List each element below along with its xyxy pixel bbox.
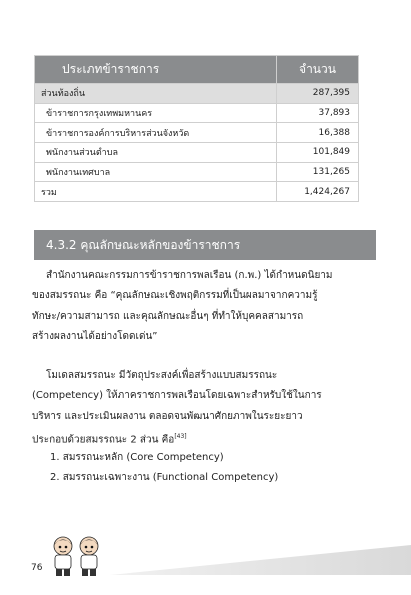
table-row <box>35 84 359 104</box>
table-total-row <box>35 182 359 202</box>
row-value: 131,265 <box>277 162 359 182</box>
row-value: 101,849 <box>277 143 359 163</box>
paragraph-line: ของสมรรถนะ คือ “คุณลักษณะเชิงพฤติกรรมที่เป็นผลมาจากความรู้ <box>32 290 318 302</box>
total-label: รวม <box>35 182 277 202</box>
citation-reference: [43] <box>174 432 187 440</box>
section-title: 4.3.2 คุณลักษณะหลักของข้าราชการ <box>46 238 241 252</box>
row-name: พนักงานส่วนตำบล <box>35 143 277 163</box>
header-count: จำนวน <box>277 56 359 84</box>
row-value: 287,395 <box>277 84 359 104</box>
paragraph-line: สร้างผลงานได้อย่างโดดเด่น” <box>32 330 158 342</box>
header-type: ประเภทข้าราชการ <box>35 56 277 84</box>
paragraph-line: (Competency) ให้ภาคราชการพลเรือนโดยเฉพาะสำหรับใช้ในการ <box>32 390 322 402</box>
table-row <box>35 103 359 123</box>
mascot-icon <box>49 536 105 578</box>
table-header-row <box>35 56 359 84</box>
paragraph-definition <box>32 266 392 347</box>
total-value: 1,424,267 <box>277 182 359 202</box>
row-value: 37,893 <box>277 103 359 123</box>
table-row <box>35 123 359 143</box>
row-value: 16,388 <box>277 123 359 143</box>
paragraph-line: โมเดลสมรรถนะ มีวัตถุประสงค์เพื่อสร้างแบบสมรรถนะ <box>46 370 278 381</box>
row-name: ส่วนท้องถิ่น <box>35 84 277 104</box>
competency-list <box>50 448 278 489</box>
civil-servant-table-container <box>34 55 359 202</box>
table-row <box>35 143 359 163</box>
mascot-illustration <box>49 536 105 582</box>
paragraph-last-line-text: ประกอบด้วยสมรรถนะ 2 ส่วน คือ <box>32 434 175 446</box>
civil-servant-table <box>34 55 359 202</box>
list-item: 1. สมรรถนะหลัก (Core Competency) <box>50 452 224 463</box>
footer-decoration <box>110 545 411 575</box>
page-number: 76 <box>31 563 43 573</box>
row-name: ข้าราชการองค์การบริหารส่วนจังหวัด <box>35 123 277 143</box>
paragraph-line <box>32 427 392 451</box>
table-row <box>35 162 359 182</box>
paragraph-line: สำนักงานคณะกรรมการข้าราชการพลเรือน (ก.พ.) ได้กำหนดนิยาม <box>46 270 333 281</box>
row-name: ข้าราชการกรุงเทพมหานคร <box>35 103 277 123</box>
paragraph-line: ทักษะ/ความสามารถ และคุณลักษณะอื่นๆ ที่ทำให้บุคคลสามารถ <box>32 310 304 322</box>
paragraph-line: บริหาร และประเมินผลงาน ตลอดจนพัฒนาศักยภาพในระยะยาว <box>32 410 303 422</box>
row-name: พนักงานเทศบาล <box>35 162 277 182</box>
paragraph-model <box>32 366 392 451</box>
list-item: 2. สมรรถนะเฉพาะงาน (Functional Competency) <box>50 472 279 484</box>
